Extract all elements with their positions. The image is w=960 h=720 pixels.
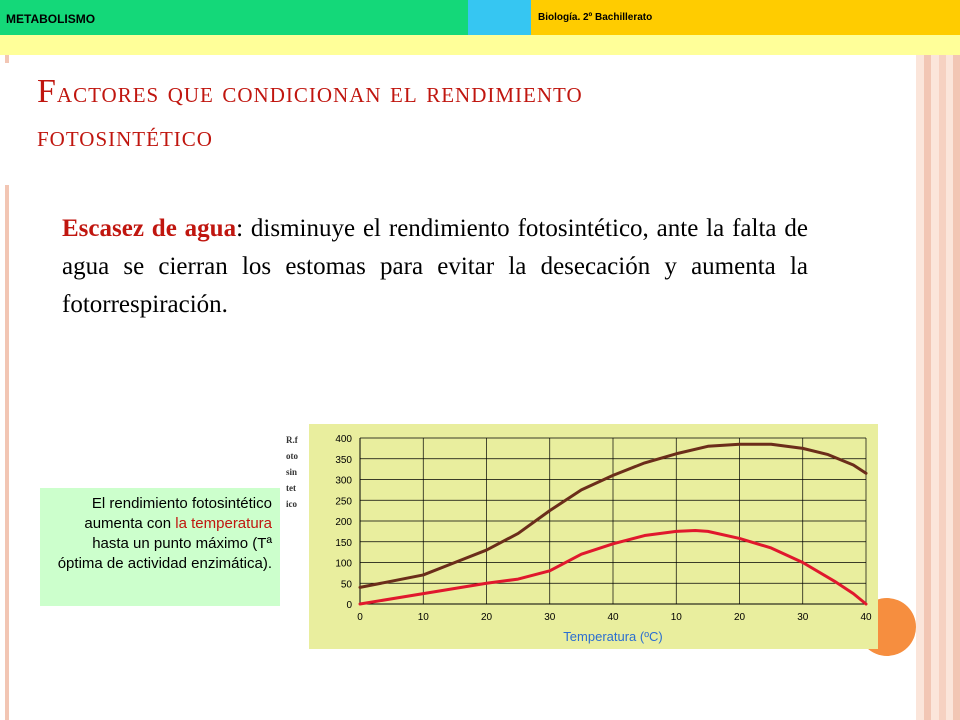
- title-initial: F: [37, 73, 57, 110]
- chart-y-axis-label: [286, 432, 310, 512]
- body-paragraph: [62, 210, 808, 324]
- slide-title: [37, 70, 897, 159]
- y-label-line-4: tet: [286, 483, 296, 493]
- header-sub-band: [0, 35, 960, 55]
- note-part-2: hasta un punto máximo (Tª óptima de actividad enzimática).: [57, 535, 272, 572]
- y-tick-label: 100: [335, 558, 352, 570]
- top-bar: [0, 0, 960, 35]
- y-tick-label: 0: [346, 600, 352, 611]
- y-label-line-2: oto: [286, 451, 298, 461]
- x-tick-label: 10: [417, 612, 429, 623]
- x-axis-label: Temperatura (ºC): [563, 629, 663, 644]
- y-label-line-3: sin: [286, 467, 298, 477]
- temperature-chart: [309, 424, 878, 649]
- y-tick-label: 200: [335, 517, 352, 528]
- right-decor-stripes: [916, 55, 960, 720]
- left-decor-stripe: [5, 185, 9, 720]
- title-line-1: actores que condicionan el rendimiento: [56, 76, 583, 109]
- x-tick-label: 10: [670, 612, 682, 623]
- y-tick-label: 400: [335, 434, 352, 445]
- x-tick-label: 40: [860, 612, 872, 623]
- section-label: METABOLISMO: [6, 12, 96, 26]
- y-label-line-5: ico: [286, 499, 297, 509]
- body-emphasis: Escasez de agua: [62, 215, 237, 242]
- x-tick-label: 0: [357, 612, 363, 623]
- y-label-line-1: R.f: [286, 435, 298, 445]
- body-rest: : disminuye el rendimiento fotosintético, ante la falta de agua se cierran los estomas para evitar la desecación y aumenta la fotorrespiración.: [62, 215, 808, 318]
- x-tick-label: 20: [733, 612, 746, 623]
- y-tick-label: 50: [340, 579, 352, 591]
- y-tick-label: 250: [335, 496, 352, 508]
- temperature-note: [40, 488, 280, 606]
- note-highlight: la temperatura: [175, 515, 272, 532]
- top-bar-blue-segment: [468, 0, 531, 35]
- x-tick-label: 30: [544, 612, 556, 623]
- x-tick-label: 30: [797, 612, 809, 623]
- y-tick-label: 350: [335, 454, 352, 466]
- y-tick-label: 150: [335, 537, 352, 549]
- left-decor-stripe-top: [5, 55, 9, 63]
- title-line-2: fotosintético: [37, 120, 213, 153]
- y-tick-label: 300: [335, 475, 352, 487]
- x-tick-label: 40: [607, 612, 619, 623]
- course-label: Biología. 2º Bachillerato: [538, 12, 653, 23]
- note-part-1: El rendimiento fotosintético aumenta con: [84, 495, 272, 532]
- x-tick-label: 20: [480, 612, 493, 623]
- chart-panel: [309, 424, 878, 649]
